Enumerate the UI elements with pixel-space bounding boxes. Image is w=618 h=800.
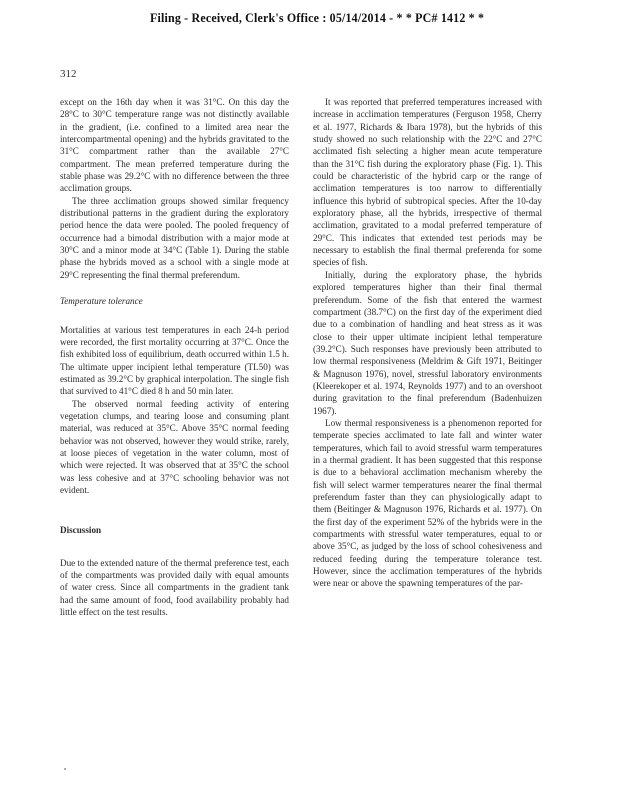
left-column <box>60 96 289 618</box>
paragraph: Mortalities at various test temperatures in each 24-h period were recorded, the first mortality occurring at 37°C. Once the fish exhibited loss of equilibrium, death occurred within 1.5 h. The ultimate upper incipient lethal temperature (TL50) was estimated as 39.2°C by graphical interpolation. The single fish that survived to 41°C died 8 h and 50 min later. <box>60 324 289 397</box>
section-heading-discussion: Discussion <box>60 525 102 536</box>
right-column <box>313 96 542 590</box>
paragraph: Low thermal responsiveness is a phenomenon reported for temperate species acclimated to late fall and winter water temperatures, which fail to avoid stressful warm temperatures in a thermal gradient. It has been suggested that this response is due to a behavioral acclimation mechanism whereby the fish will select warmer temperatures nearer the final thermal preferendum faster than they can physiologically adapt to them (Beitinger & Magnuson 1976, Richards et al. 1977). On the first day of the experiment 52% of the hybrids were in the compartments with stressful water temperatures, equal to or above 35°C, as judged by the loss of school cohesiveness and reduced feeding during the temperature tolerance test. However, since the acclimation temperatures of the hybrids were near or above the spawning temperatures of the par- <box>313 417 542 589</box>
paragraph: Due to the extended nature of the thermal preference test, each of the compartments was provided daily with equal amounts of water cress. Since all compartments in the gradient tank had the same amount of food, food availability probably had little effect on the test results. <box>60 557 289 618</box>
paragraph: except on the 16th day when it was 31°C. On this day the 28°C to 30°C temperature range was not distinctly available in the gradient, (i.e. confined to a limited area near the intercompartmental opening) and the hybrids gravitated to the 31°C compartment rather than the available 27°C compartment. The mean preferred temperature during the stable phase was 29.2°C with no difference between the three acclimation groups. <box>60 97 289 194</box>
section-heading-temperature-tolerance: Temperature tolerance <box>60 296 143 307</box>
paragraph: The three acclimation groups showed similar frequency distributional patterns in the gradient during the exploratory period hence the data were pooled. The pooled frequency of occurrence had a bimodal distribution with a major mode at 30°C and a minor mode at 34°C (Table 1). During the stable phase the hybrids moved as a school with a single mode at 29°C representing the final thermal preferendum. <box>60 195 289 280</box>
paragraph: It was reported that preferred temperatures increased with increase in acclimation temperatures (Ferguson 1958, Cherry et al. 1977, Richards & Ibara 1978), but the hybrids of this study showed no such relationship with the 22°C and 27°C acclimated fish selecting a higher mean acute temperature than the 31°C fish during the exploratory phase (Fig. 1). This could be characteristic of the hybrid carp or the range of acclimation temperatures is too narrow to differentially influence this hybrid of subtropical species. After the 10-day exploratory phase, all the hybrids, irrespective of thermal acclimation, gravitated to a modal preferred temperature of 29°C. This indicates that extended test periods may be necessary to establish the final thermal preferenda for some species of fish. <box>313 97 542 268</box>
page-number: 312 <box>60 68 77 80</box>
filing-stamp: Filing - Received, Clerk's Office : 05/14/2014 - * * PC# 1412 * * <box>150 10 485 25</box>
paragraph: Initially, during the exploratory phase, the hybrids explored temperatures higher than their final thermal preferendum. Some of the fish that entered the warmest compartment (38.7°C) on the first day of the experiment died due to a combination of handling and heat stress as it was close to their upper ultimate incipient lethal temperature (39.2°C). Such responses have previously been attributed to low thermal responsiveness (Meldrim & Gift 1971, Beitinger & Magnuson 1976), novel, stressful laboratory environments (Kleerekoper et al. 1974, Reynolds 1977) and to an overshoot during gravitation to the final preferendum (Badenhuizen 1967). <box>313 269 542 416</box>
scan-speck <box>64 768 66 770</box>
paragraph: The observed normal feeding activity of entering vegetation clumps, and tearing loose and consuming plant material, was reduced at 35°C. Above 35°C normal feeding behavior was not observed, however they would strike, rarely, at loose pieces of vegetation in the water column, most of which were rejected. It was observed that at 35°C the school was less cohesive and at 37°C schooling behavior was not evident. <box>60 398 289 495</box>
